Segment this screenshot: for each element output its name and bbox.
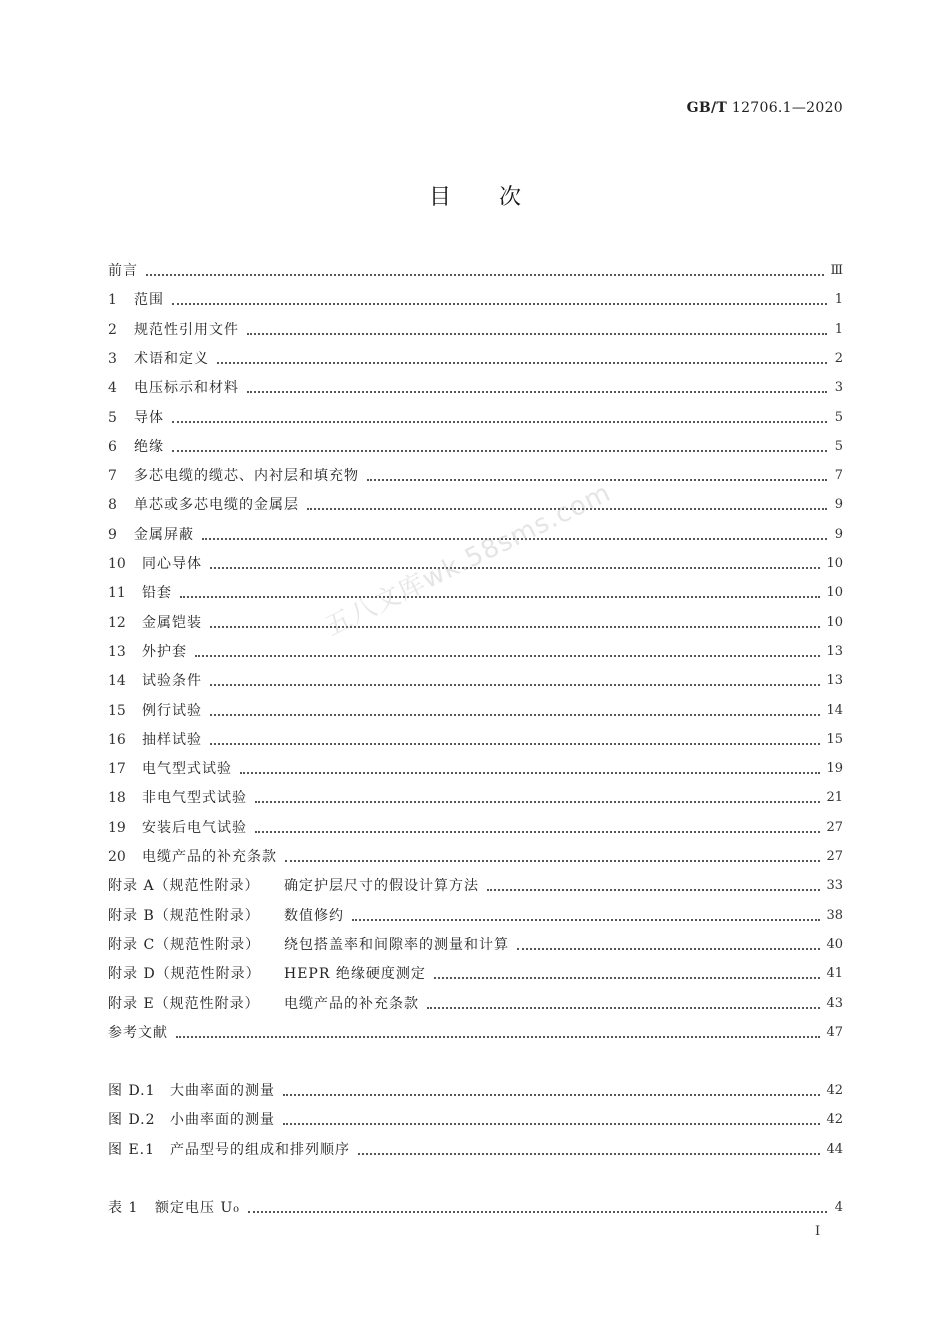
toc-entry[interactable] bbox=[108, 1195, 843, 1217]
toc-entry-number: 16 bbox=[108, 731, 126, 748]
toc-entry[interactable] bbox=[108, 492, 843, 514]
dot-leader bbox=[210, 714, 820, 716]
toc-entry-page: Ⅲ bbox=[830, 263, 843, 278]
toc-entry[interactable] bbox=[108, 961, 843, 983]
toc-entry-number: 1 bbox=[108, 292, 117, 309]
toc-entry-page: 21 bbox=[826, 790, 843, 806]
toc-entry-label: 额定电压 U₀ bbox=[155, 1200, 240, 1216]
dot-leader bbox=[210, 567, 820, 569]
toc-entry[interactable] bbox=[108, 815, 843, 837]
toc-entry-number: 8 bbox=[108, 497, 117, 514]
toc-entry-label: 非电气型式试验 bbox=[142, 790, 247, 807]
toc-entry-page: 38 bbox=[826, 907, 843, 923]
page-title: 目次 bbox=[428, 185, 569, 210]
toc-entry-page: 10 bbox=[826, 585, 843, 601]
dot-leader bbox=[210, 743, 820, 745]
toc-entry-annex: 附录 B（规范性附录） bbox=[108, 907, 260, 924]
dot-leader bbox=[285, 860, 820, 862]
toc-entry-page: 19 bbox=[826, 761, 843, 777]
toc-entry[interactable] bbox=[108, 668, 843, 690]
standard-code bbox=[687, 100, 843, 116]
toc-entry-number: 2 bbox=[108, 321, 117, 338]
dot-leader bbox=[255, 831, 820, 833]
toc-entry-label: 抽样试验 bbox=[142, 731, 202, 748]
toc-entry-page: 1 bbox=[834, 321, 843, 337]
toc-entry-number: 15 bbox=[108, 702, 126, 719]
toc-entry-number: 5 bbox=[108, 409, 117, 426]
toc-entry-page: 33 bbox=[826, 878, 843, 894]
toc-entry-page: 9 bbox=[834, 497, 843, 513]
toc-entry[interactable] bbox=[108, 1137, 843, 1159]
toc-entry-page: 4 bbox=[834, 1200, 843, 1215]
toc-entry[interactable] bbox=[108, 785, 843, 807]
toc-entry-label: 同心导体 bbox=[142, 556, 202, 572]
toc-entry[interactable] bbox=[108, 698, 843, 720]
toc-entry-page: 2 bbox=[834, 350, 843, 366]
toc-entry-label: 范围 bbox=[134, 292, 164, 309]
toc-entry-label: 小曲率面的测量 bbox=[170, 1112, 275, 1129]
toc-entry-label: 规范性引用文件 bbox=[134, 321, 239, 338]
toc-entry-label: 导体 bbox=[134, 409, 164, 426]
dot-leader bbox=[255, 801, 820, 803]
toc-entry-page: 14 bbox=[826, 702, 843, 718]
toc-entry[interactable] bbox=[108, 346, 843, 368]
toc-entry[interactable] bbox=[108, 873, 843, 895]
toc-entry[interactable] bbox=[108, 932, 843, 954]
toc-entry-page: 10 bbox=[826, 556, 843, 571]
toc-entry-label: 数值修约 bbox=[284, 907, 344, 924]
dot-leader bbox=[180, 596, 820, 598]
dot-leader bbox=[146, 274, 824, 276]
toc-entry-label: 例行试验 bbox=[142, 702, 202, 719]
dot-leader bbox=[248, 1211, 827, 1213]
toc-entry[interactable] bbox=[108, 317, 843, 339]
toc-entry-number: 9 bbox=[108, 526, 117, 543]
dot-leader bbox=[352, 919, 820, 921]
dot-leader bbox=[247, 391, 827, 393]
toc-entry-annex: 附录 E（规范性附录） bbox=[108, 995, 260, 1012]
toc-entry-number: 3 bbox=[108, 350, 117, 367]
toc-entry-figure-number: 图 E.1 bbox=[108, 1141, 156, 1158]
toc-entry-label: 绕包搭盖率和间隙率的测量和计算 bbox=[284, 936, 509, 953]
toc-entry-page: 27 bbox=[826, 849, 843, 864]
toc-entry-label: 参考文献 bbox=[108, 1024, 168, 1041]
toc-entry[interactable] bbox=[108, 991, 843, 1013]
standard-code-number: 12706.1—2020 bbox=[731, 100, 843, 116]
toc-entry-number: 4 bbox=[108, 380, 117, 397]
dot-leader bbox=[172, 421, 827, 423]
toc-entry-page: 47 bbox=[826, 1024, 843, 1040]
toc-entry-page: 5 bbox=[834, 438, 843, 454]
toc-entry-page: 7 bbox=[834, 468, 843, 484]
toc-entry[interactable] bbox=[108, 258, 843, 280]
toc-entry[interactable] bbox=[108, 844, 843, 866]
toc-entry-number: 17 bbox=[108, 761, 126, 778]
toc-entry-number: 18 bbox=[108, 790, 126, 807]
dot-leader bbox=[427, 1007, 820, 1009]
toc-entry-number: 11 bbox=[108, 585, 126, 602]
toc-entry-label: 多芯电缆的缆芯、内衬层和填充物 bbox=[134, 468, 359, 485]
toc-entry-label: 试验条件 bbox=[142, 673, 202, 690]
toc-entry-label: 术语和定义 bbox=[134, 350, 209, 367]
toc-entry[interactable] bbox=[108, 287, 843, 309]
toc-entry-page: 40 bbox=[826, 936, 843, 952]
toc-entry-page: 42 bbox=[826, 1112, 843, 1128]
toc-entry-page: 1 bbox=[834, 292, 843, 308]
toc-entry[interactable] bbox=[108, 1020, 843, 1042]
toc-entry-label: 前言 bbox=[108, 263, 138, 279]
toc-entry-label: 电缆产品的补充条款 bbox=[142, 849, 277, 865]
toc-entry[interactable] bbox=[108, 580, 843, 602]
toc-entry-figure-number: 图 D.2 bbox=[108, 1112, 156, 1129]
toc-entry[interactable] bbox=[108, 756, 843, 778]
toc-entry-number: 19 bbox=[108, 819, 126, 836]
dot-leader bbox=[172, 303, 827, 305]
toc-entry[interactable] bbox=[108, 1107, 843, 1129]
toc-entry-label: 确定护层尺寸的假设计算方法 bbox=[284, 878, 479, 895]
toc-entry-annex: 附录 D（规范性附录） bbox=[108, 966, 261, 983]
toc-entry-label: 大曲率面的测量 bbox=[170, 1083, 275, 1099]
toc-entry-number: 12 bbox=[108, 614, 126, 631]
toc-entry-label: 外护套 bbox=[142, 643, 187, 660]
dot-leader bbox=[247, 333, 827, 335]
toc-entry[interactable] bbox=[108, 463, 843, 485]
toc-entry-page: 9 bbox=[834, 526, 843, 542]
toc-entry-table-number: 表 1 bbox=[108, 1200, 139, 1216]
dot-leader bbox=[434, 977, 821, 979]
toc-entry-page: 41 bbox=[826, 966, 843, 982]
toc-entry-annex: 附录 C（规范性附录） bbox=[108, 936, 261, 953]
toc-entry-label: 电气型式试验 bbox=[142, 761, 232, 778]
toc-entry-label: 电压标示和材料 bbox=[134, 380, 239, 397]
toc-entry[interactable] bbox=[108, 375, 843, 397]
toc-entry-number: 13 bbox=[108, 643, 126, 660]
dot-leader bbox=[210, 684, 820, 686]
dot-leader bbox=[240, 772, 820, 774]
toc-entry-page: 15 bbox=[826, 731, 843, 747]
toc-entry[interactable] bbox=[108, 405, 843, 427]
toc-entry-page: 43 bbox=[826, 995, 843, 1011]
toc-entry-annex: 附录 A（规范性附录） bbox=[108, 878, 260, 895]
toc-entry-figure-number: 图 D.1 bbox=[108, 1083, 156, 1099]
toc-entry-number: 20 bbox=[108, 849, 126, 865]
dot-leader bbox=[358, 1153, 820, 1155]
toc-entry[interactable] bbox=[108, 727, 843, 749]
toc-entry-page: 42 bbox=[826, 1083, 843, 1098]
toc-entry-label: 绝缘 bbox=[134, 438, 164, 455]
watermark: 五八文库wk.58sms.com bbox=[320, 477, 616, 643]
toc-entry-number: 7 bbox=[108, 468, 117, 485]
toc-entry[interactable] bbox=[108, 610, 843, 632]
dot-leader bbox=[217, 362, 827, 364]
toc-entry-page: 10 bbox=[826, 614, 843, 630]
toc-entry-label: 铅套 bbox=[142, 585, 172, 602]
toc-entry-page: 44 bbox=[826, 1141, 843, 1157]
toc-entry-page: 13 bbox=[826, 673, 843, 689]
dot-leader bbox=[172, 450, 827, 452]
toc-entry-label: 金属铠装 bbox=[142, 614, 202, 631]
toc-entry-page: 3 bbox=[834, 380, 843, 396]
toc-entry-label: 单芯或多芯电缆的金属层 bbox=[134, 497, 299, 514]
dot-leader bbox=[176, 1036, 820, 1038]
toc-entry-number: 14 bbox=[108, 673, 126, 690]
page-number: I bbox=[815, 1224, 821, 1239]
dot-leader bbox=[517, 948, 820, 950]
toc-entry[interactable] bbox=[108, 903, 843, 925]
toc-entry-label: 金属屏蔽 bbox=[134, 526, 194, 543]
dot-leader bbox=[487, 889, 820, 891]
dot-leader bbox=[210, 626, 820, 628]
toc-entry-label: HEPR 绝缘硬度测定 bbox=[284, 966, 426, 983]
toc-entry[interactable] bbox=[108, 1078, 843, 1100]
toc-entry-number: 6 bbox=[108, 438, 117, 455]
toc-entry-label: 电缆产品的补充条款 bbox=[284, 995, 419, 1012]
dot-leader bbox=[283, 1123, 820, 1125]
toc-entry-page: 5 bbox=[834, 409, 843, 425]
toc-entry[interactable] bbox=[108, 639, 843, 661]
toc-entry-label: 安装后电气试验 bbox=[142, 819, 247, 836]
toc-entry[interactable] bbox=[108, 434, 843, 456]
dot-leader bbox=[195, 655, 820, 657]
toc-entry-page: 27 bbox=[826, 819, 843, 835]
standard-code-prefix: GB/T bbox=[686, 100, 728, 116]
toc-entry-label: 产品型号的组成和排列顺序 bbox=[170, 1141, 350, 1158]
toc-entry-number: 10 bbox=[108, 556, 126, 572]
dot-leader bbox=[283, 1094, 820, 1096]
toc-entry-page: 13 bbox=[826, 643, 843, 659]
